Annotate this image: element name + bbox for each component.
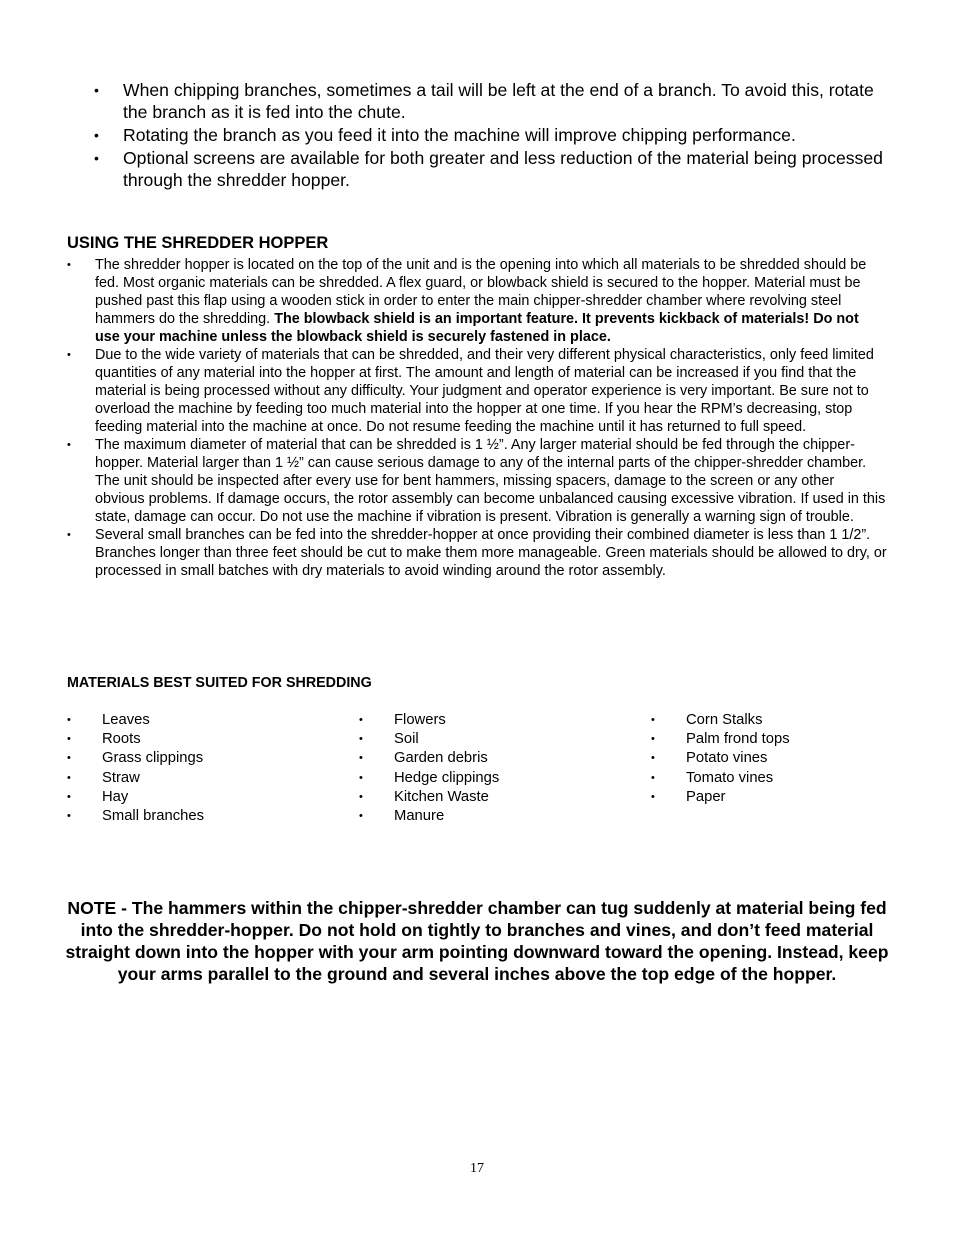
material-item: [359, 788, 499, 807]
material-item: [67, 730, 204, 749]
bullet-icon: •: [67, 259, 71, 271]
material-label: Hay: [102, 788, 129, 805]
intro-bullet-text: Rotating the branch as you feed it into the machine will improve chipping performance.: [123, 125, 796, 145]
shredder-bullet-list: [67, 256, 887, 580]
bullet-icon: •: [67, 439, 71, 451]
materials-title: MATERIALS BEST SUITED FOR SHREDDING: [67, 675, 372, 691]
bullet-icon: •: [67, 733, 71, 746]
bullet-icon: •: [67, 752, 71, 765]
bullet-icon: •: [67, 349, 71, 361]
material-item: [359, 711, 499, 730]
material-label: Soil: [394, 731, 419, 748]
material-item: [651, 788, 790, 807]
material-item: [67, 807, 204, 826]
shredder-bullet: [67, 256, 887, 346]
material-label: Potato vines: [686, 750, 768, 767]
material-item: [359, 730, 499, 749]
material-label: Roots: [102, 731, 141, 748]
shredder-bullet: [67, 346, 887, 436]
bullet-icon: •: [651, 733, 655, 746]
bullet-icon: •: [94, 82, 99, 98]
bullet-icon: •: [359, 790, 363, 803]
material-item: [651, 769, 790, 788]
shredder-bullet-text: The shredder hopper is located on the top of the unit and is the opening into which all materials to be shredded should be fed. Most organic materials can be shredded. A flex guard, or blowback shield is secured to the hopper. Material must be pushed past this flap using a wooden stick in order to enter the main chipper-shredder chamber where revolving steel hammers do the shredding.: [95, 257, 867, 327]
bullet-icon: •: [651, 714, 655, 726]
material-label: Grass clippings: [102, 750, 204, 767]
material-label: Palm frond tops: [686, 731, 790, 748]
shredder-bullet-text: Several small branches can be fed into the shredder-hopper at once providing their combined diameter is less than 1 1/2”. Branches longer than three feet should be cut to make them more manageable. Green materials should be allowed to dry, or processed in small batches with dry materials to avoid winding around the rotor assembly.: [95, 527, 887, 579]
material-item: [651, 730, 790, 749]
material-item: [651, 749, 790, 768]
shredder-bullet: [67, 436, 887, 526]
material-label: Small branches: [102, 808, 204, 825]
materials-column-2: [359, 711, 499, 826]
intro-bullet: [94, 124, 894, 146]
bullet-icon: •: [67, 810, 71, 823]
intro-bullet: [94, 79, 894, 123]
intro-bullet-text: When chipping branches, sometimes a tail will be left at the end of a branch. To avoid this, rotate the branch as it is fed into the chute.: [123, 80, 874, 122]
bullet-icon: •: [94, 127, 99, 143]
intro-bullet: [94, 147, 894, 191]
bullet-icon: •: [359, 714, 363, 726]
material-label: Straw: [102, 769, 140, 786]
material-item: [359, 807, 499, 826]
bullet-icon: •: [359, 810, 363, 823]
bullet-icon: •: [67, 771, 71, 784]
bullet-icon: •: [651, 790, 655, 803]
bullet-icon: •: [359, 771, 363, 784]
material-item: [359, 769, 499, 788]
material-label: Manure: [394, 808, 445, 825]
bullet-icon: •: [651, 771, 655, 784]
material-item: [67, 749, 204, 768]
material-label: Garden debris: [394, 750, 488, 767]
bullet-icon: •: [359, 752, 363, 765]
bullet-icon: •: [67, 529, 71, 541]
intro-bullet-list: [94, 79, 894, 192]
material-label: Tomato vines: [686, 769, 774, 786]
material-item: [651, 711, 790, 730]
shredder-bullet: [67, 526, 887, 580]
blowback-warning: The blowback shield is an important feature. It prevents kickback of materials! Do not use your machine unless the blowback shield is securely fastened in place.: [95, 311, 859, 345]
material-item: [67, 769, 204, 788]
material-item: [67, 788, 204, 807]
material-label: Paper: [686, 788, 726, 805]
page-number: 17: [470, 1161, 484, 1176]
material-label: Flowers: [394, 712, 446, 728]
materials-column-3: [651, 711, 790, 807]
shredder-bullet-text: Due to the wide variety of materials that can be shredded, and their very different physical characteristics, only feed limited quantities of any material into the hopper at first. The amount and length of material can be increased if you find that the material is being processed without any difficulty. Your judgment and operator experience is very important. Be sure not to overload the machine by feeding too much material into the hopper at one time. If you hear the RPM’s decreasing, stop feeding material into the machine at once. Do not resume feeding the machine until it has returned to full speed.: [95, 347, 874, 435]
intro-bullet-text: Optional screens are available for both greater and less reduction of the material being processed through the shredder hopper.: [123, 148, 883, 190]
material-label: Kitchen Waste: [394, 788, 489, 805]
materials-column-1: [67, 711, 204, 826]
material-label: Corn Stalks: [686, 712, 763, 728]
bullet-icon: •: [67, 714, 71, 726]
bullet-icon: •: [651, 752, 655, 765]
material-item: [359, 749, 499, 768]
material-label: Leaves: [102, 712, 150, 728]
material-item: [67, 711, 204, 730]
material-label: Hedge clippings: [394, 769, 500, 786]
bullet-icon: •: [67, 790, 71, 803]
bullet-icon: •: [359, 733, 363, 746]
shredder-section-title: USING THE SHREDDER HOPPER: [67, 234, 329, 252]
shredder-bullet-text: The maximum diameter of material that can be shredded is 1 ½”. Any larger material should be fed through the chipper-hopper. Material larger than 1 ½” can cause serious damage to any of the internal parts of the chipper-shredder chamber. The unit should be inspected after every use for bent hammers, missing spacers, damage to the screen or any other obvious problems. If damage occurs, the rotor assembly can become unbalanced causing excessive vibration. If used in this state, damage can occur. Do not use the machine if vibration is present. Vibration is generally a warning sign of trouble.: [95, 437, 886, 525]
safety-note: NOTE - The hammers within the chipper-shredder chamber can tug suddenly at material being fed into the shredder-hopper. Do not hold on tightly to branches and vines, and don’t feed material straight down into the hopper with your arm pointing downward toward the opening. Instead, keep your arms parallel to the ground and several inches above the top edge of the hopper.: [65, 898, 889, 984]
bullet-icon: •: [94, 150, 99, 166]
